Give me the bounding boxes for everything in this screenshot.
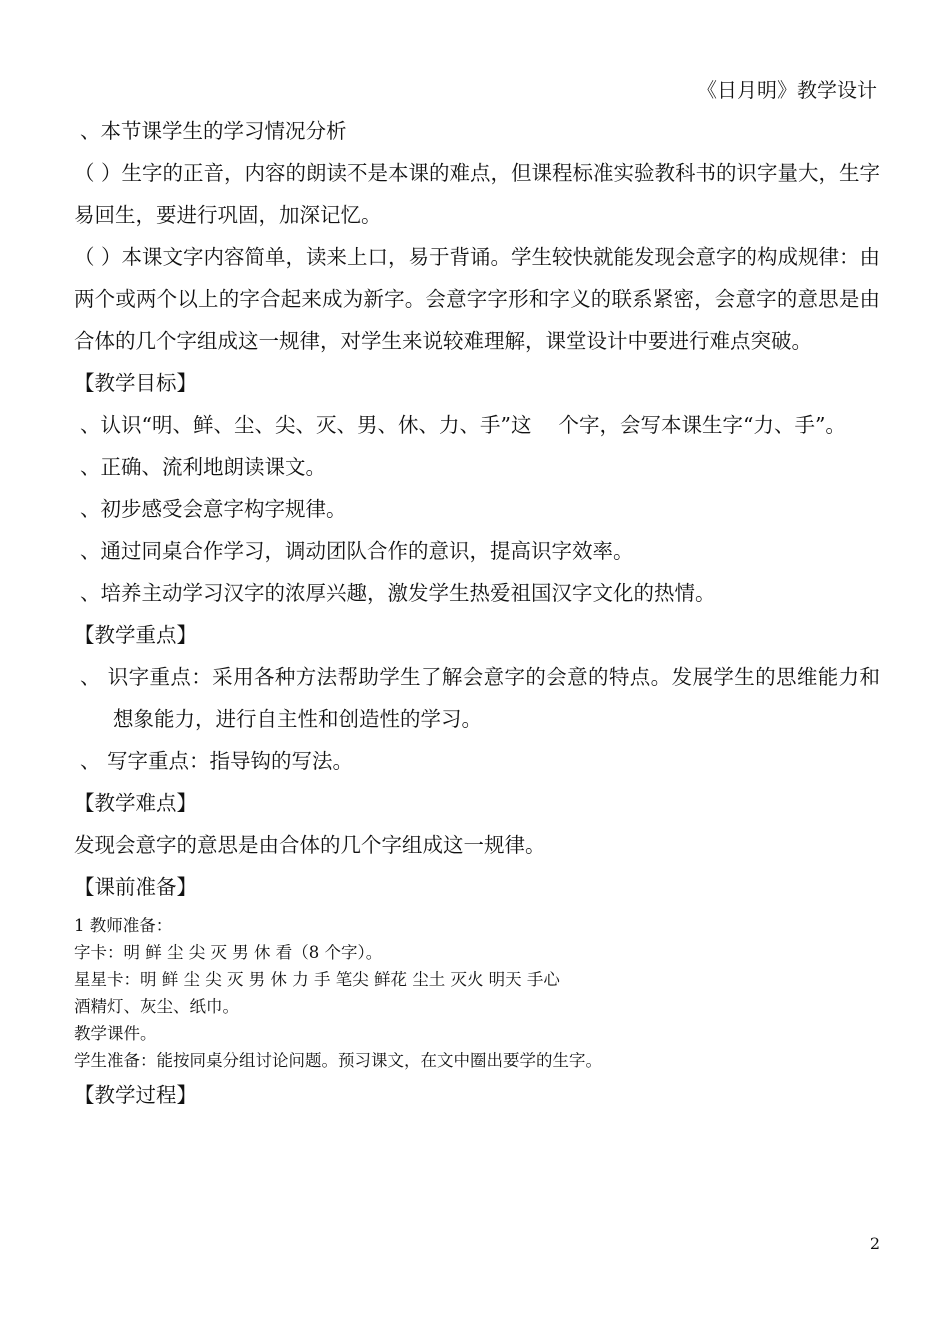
- goal-item-3: 、初步感受会意字构字规律。: [80, 497, 347, 521]
- document-title: 《日月明》教学设计: [697, 78, 877, 102]
- goal-item-2: 、正确、流利地朗读课文。: [80, 455, 326, 479]
- goal-item-5: 、培养主动学习汉字的浓厚兴趣，激发学生热爱祖国汉字文化的热情。: [80, 581, 716, 605]
- goal-item-1: 、认识“明、鲜、尘、尖、灭、男、休、力、手”这 个字，会写本课生字“力、手”。: [80, 413, 846, 437]
- preparation-line-2: 字卡：明 鲜 尘 尖 灭 男 休 看（8 个字）。: [74, 943, 383, 962]
- preparation-line-4: 酒精灯、灰尘、纸巾。: [74, 997, 239, 1016]
- document-body: [74, 110, 880, 1116]
- key-point-item-1: 、 识字重点：采用各种方法帮助学生了解会意字的会意的特点。发展学生的思维能力和想象能力，进行自主性和创造性的学习。: [80, 665, 880, 731]
- preparation-line-5: 教学课件。: [74, 1024, 157, 1043]
- difficulty-heading: 【教学难点】: [74, 791, 197, 815]
- key-point-item-2: 、 写字重点：指导钩的写法。: [80, 749, 354, 773]
- preparation-line-6: 学生准备：能按同桌分组讨论问题。预习课文，在文中圈出要学的生字。: [74, 1051, 602, 1070]
- preparation-line-1: 1 教师准备：: [74, 916, 173, 935]
- page-number: 2: [869, 1234, 880, 1253]
- key-points-heading: 【教学重点】: [74, 623, 197, 647]
- analysis-paragraph-2: （ ）本课文字内容简单，读来上口，易于背诵。学生较快就能发现会意字的构成规律：由两个或两个以上的字合起来成为新字。会意字字形和字义的联系紧密，会意字的意思是由合体的几个字组成这一规律，对学生来说较难理解，课堂设计中要进行难点突破。: [74, 245, 881, 353]
- analysis-paragraph-1: （ ）生字的正音，内容的朗读不是本课的难点，但课程标准实验教科书的识字量大，生字易回生，要进行巩固，加深记忆。: [74, 161, 881, 227]
- goals-heading: 【教学目标】: [74, 371, 197, 395]
- analysis-heading: 、本节课学生的学习情况分析: [80, 119, 347, 143]
- goal-item-4: 、通过同桌合作学习，调动团队合作的意识，提高识字效率。: [80, 539, 634, 563]
- difficulty-text: 发现会意字的意思是由合体的几个字组成这一规律。: [74, 833, 546, 857]
- preparation-line-3: 星星卡：明 鲜 尘 尖 灭 男 休 力 手 笔尖 鲜花 尘土 灭火 明天 手心: [74, 970, 560, 989]
- preparation-heading: 【课前准备】: [74, 875, 197, 899]
- process-heading: 【教学过程】: [74, 1083, 197, 1107]
